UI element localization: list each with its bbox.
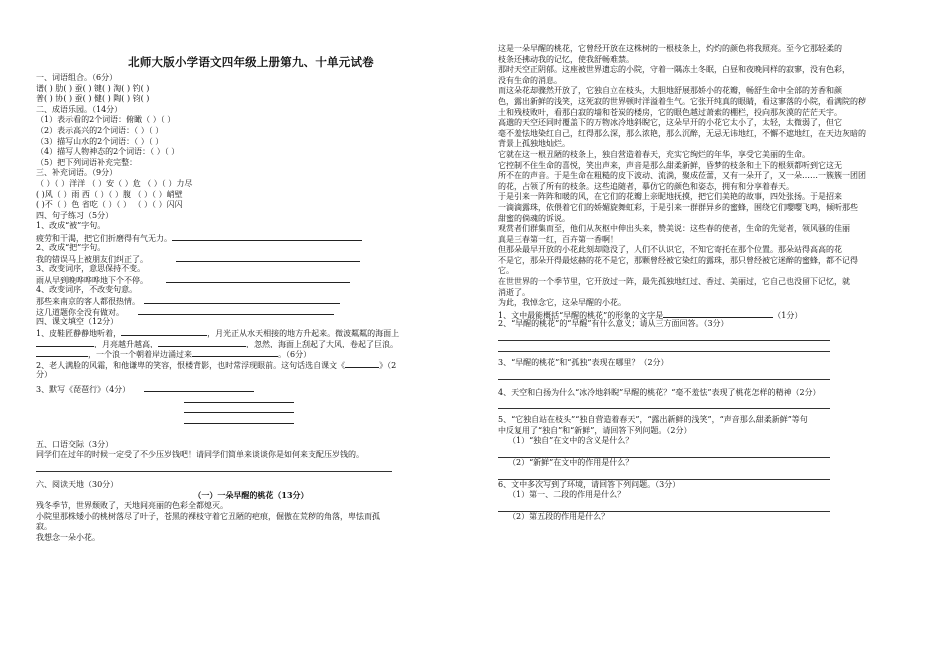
answer-blank[interactable] [184, 415, 294, 424]
question-2: 2、“早醒的桃花”的“早醒”有什么意义；请从三方面回答。（3分） [498, 319, 729, 329]
question-5-2: （2）“新鲜”在文中的作用是什么？ [508, 458, 634, 467]
fill-q3-text: 3、默写《琵琶行》（4分） [36, 385, 131, 394]
passage-r4b: 毫不羞怯地染红自己，红得那么深，那么浓艳，那么沉醉，无忌无讳地红，不懈不遮地红，在天边灰暗的 [498, 128, 866, 138]
idiom-q4: （4）描写人物神态的2个词语：（ ）（ ） [36, 147, 180, 157]
sentence-q3-text: 雨从早到晚哗哗哗地下个不停。 [36, 276, 148, 285]
sentence-q4: 4、改变词序，不改变句意。 [36, 284, 138, 294]
fill-word-row-1: （ ）（ ）洋洋 （ ）安（ ）危 （ ）（ ）力尽 [36, 178, 193, 188]
passage-r9c: 它。 [498, 266, 514, 276]
passage-p3: 我想念一朵小花。 [36, 532, 100, 542]
answer-blank[interactable] [184, 394, 294, 403]
fill-q1-text-d: ，忽然，海面上刮起了大风，卷起了巨浪。 [246, 339, 398, 349]
sentence-q4a-text: 那些来南京的客人都很热情。 [36, 297, 140, 307]
answer-blank[interactable] [121, 327, 207, 336]
question-6-1: （1）第一、二段的作用是什么？ [508, 490, 626, 500]
passage-r7: 于是引来一阵阵和暖的风，在它们的花瓣上亲昵地抚摸，把它们美艳的故事，四处张扬。于是招来 [498, 192, 842, 202]
answer-blank[interactable] [158, 338, 246, 347]
fill-q2-line2: 分） [36, 369, 52, 379]
page-title: 北师大版小学语文四年级上册第九、十单元试卷 [128, 55, 374, 69]
sentence-q4b-row [36, 306, 466, 317]
question-1-score: （1分） [773, 310, 803, 320]
answer-blank[interactable] [138, 306, 334, 315]
passage-p2: 小院里那株矮小的桃树落尽了叶子，苍黑的裸枝守着它丑陋的疤痕，倔傲在荒秽的角落，卑怯而孤 [36, 511, 380, 521]
idiom-q2: （2）表示高兴的2个词语：（ ）（ ） [36, 125, 164, 135]
question-4: 4、天空和白扬为什么“冰冷地斜睨”早醒的桃花？“毫不羞怯”表现了桃花怎样的精神（2分） [498, 387, 821, 397]
answer-line[interactable] [498, 501, 830, 512]
oral-question: 同学们在过年的时候一定受了不少压岁钱吧！请同学们简单来谈谈你是如何来支配压岁钱的。 [36, 450, 364, 460]
passage-r3b: 色，露出新鲜的浅笑，这死寂的世界顿时洋溢着生气。它张开纯真的眼睛，看这寥落的小院，看满院的秽 [498, 96, 866, 106]
left-column [36, 44, 466, 543]
section-2-heading: 二、成语乐园。（14分） [36, 104, 123, 114]
sentence-q1-row [36, 232, 466, 243]
section-7-heading: 六、阅读天地（30分） [36, 479, 119, 489]
fill-q1-text-e: ，一个浪一个朝着岸边涌过来 [88, 350, 192, 360]
passage-r6: 它控制不住生命的喜悦，笑出声来，声音是那么甜柔新鲜，昏梦的枝条和土下的根须都听到它这无 [498, 160, 842, 170]
sentence-q2: 2、改成“把”字句。 [36, 242, 106, 252]
fill-q1-line3 [36, 348, 466, 359]
fill-q1-line1 [36, 327, 466, 338]
answer-line[interactable] [498, 330, 830, 341]
sentence-q3: 3、改变词序，意思保持不变。 [36, 263, 146, 273]
answer-blank[interactable] [36, 348, 88, 357]
answer-blank[interactable] [176, 253, 360, 262]
passage-r8: 观赏者们群集而至，他们从灰枢中伸出头来，赞美说：这些春的使者，生命的先觉者，领风骚的佳丽 [498, 224, 850, 234]
passage-r10: 在世世界的一个季节里，它开放过一阵，最先孤独地红过、香过、美丽过，它自己也没留下记忆，就 [498, 277, 850, 287]
fill-q2-line1 [36, 359, 466, 370]
fill-word-row-2: ( )风（ ）雨 西（ ）（ ）腹 （ ）（ ）峭壁 [36, 189, 183, 199]
sentence-q3-row [36, 274, 466, 285]
idiom-q3: （3）描写山水的2个词语：（ ）（ ） [36, 136, 164, 146]
passage-r9: 但那朵最早开放的小花此刻却隐没了，人们不认识它，不知它寄托在那个位置。那朵站得高高的花 [498, 245, 842, 255]
answer-blank[interactable] [144, 295, 340, 304]
passage-r7b: 一滴滴露珠，依偎着它们的娇媚旋舞虹彩，于是引来一群群异乡的蜜蜂，围绕它们嘤嘤飞鸣，倾听那些 [498, 202, 858, 212]
passage-r6c: 的花，占领了所有的枝条。这些追随者，摹仿它的颜色和姿态，拥有和分享着春天。 [498, 181, 794, 191]
fill-q1-text-a: 1、皮鞋匠静静地听着， [36, 329, 122, 338]
passage-r4c: 背景上孤独地灿烂。 [498, 139, 570, 149]
passage-p1: 残冬季节，世界颓败了，天地间亮丽的色彩全都熄灭。 [36, 500, 228, 510]
poem-line-row [36, 415, 466, 426]
question-1-row [498, 309, 916, 320]
word-row-2: 普( ) 协( ) 蚕( ) 健( ) 陶( ) 钧( ) [36, 94, 150, 104]
idiom-q5: （5）把下列词语补充完整： [36, 157, 138, 167]
answer-blank[interactable] [663, 309, 773, 318]
passage-r8b: 真是三春第一红，百卉第一香啊！ [498, 234, 618, 244]
question-5b: 中反复用了“独自”和“新鲜”，请回答下列问题。（2分） [498, 425, 692, 435]
right-column [498, 44, 916, 522]
idiom-q1: （1）表示看的2个词语：俯瞰（ ）（ ） [36, 115, 176, 125]
answer-line[interactable] [498, 469, 830, 480]
answer-blank[interactable] [192, 348, 278, 357]
passage-r3c: 土和残枝败叶，看那白寂的墙和苍炭的楼房，它的眼色越过萧索的棚栏，投向那灰漠的茫茫天宇。 [498, 107, 842, 117]
passage-r9b: 不是它，那朵开得最炫赫的花不是它，那颗曾经被它染红的露珠，那只曾经被它迷醉的蜜蜂，都不记得 [498, 255, 858, 265]
sentence-q4a-row [36, 295, 466, 306]
question-5-1: （1）“独自”在文中的含义是什么？ [508, 436, 634, 446]
passage-r7c: 甜蜜的倘魂的诉说。 [498, 213, 570, 223]
fill-q2-text-b: 》（2 [379, 361, 397, 370]
sentence-q4b-text: 这几道题你全没有做对。 [36, 308, 124, 317]
answer-line[interactable] [498, 398, 830, 409]
passage-r1: 这是一朵早醒的桃花，它曾经开放在这株树的一根枝条上，灼灼的颜色将我照亮。至今它那轻柔的 [498, 44, 842, 53]
answer-blank[interactable] [166, 274, 350, 283]
word-row-1: 谱( ) 肋( ) 蚕( ) 键( ) 淘( ) 钓( ) [36, 83, 150, 93]
passage-r11: 为此，我悼念它，这朵早醒的小花。 [498, 298, 626, 308]
fill-q1-text-c: ，月亮越升越高， [94, 339, 158, 349]
question-3: 3、“早醒的桃花”和“孤独”表现在哪里？（2分） [498, 358, 669, 368]
poem-line-row [36, 404, 466, 415]
reading-subtitle: （一）一朵早醒的桃花（13分） [193, 490, 309, 501]
answer-blank[interactable] [36, 338, 94, 347]
fill-word-row-3: ( )不（ ）色 省吃（ ）（ ） （ ）（ ）闪闪 [36, 200, 183, 210]
section-1-heading: 一、词语组合。（6分） [36, 73, 118, 82]
passage-r10b: 消逝了。 [498, 287, 530, 297]
fill-q1-text-b: ，月光正从水天相接的地方升起来。微波粼粼的海面上 [207, 329, 400, 338]
section-4-heading: 四、句子练习（5分） [36, 210, 114, 220]
sentence-q2-text: 我的错误马上被朋友们纠正了。 [36, 255, 148, 264]
passage-r3: 而这朵花却骤然开放了，它独自立在枝头，大胆地舒展那娇小的花瓣，畅舒生命中全部的芳香和颜 [498, 86, 842, 96]
answer-line[interactable] [498, 369, 830, 380]
passage-r2: 那时天空正阴郁。这座被世界遗忘的小院，守着一隅冻土冬眠，白昼和夜晚同样的寂寥，没有色彩， [498, 65, 850, 75]
sentence-q2-row [36, 253, 466, 264]
fill-q1-text-f: 。（6分） [278, 350, 312, 360]
section-3-heading: 三、补充词语。（9分） [36, 168, 118, 178]
answer-line[interactable] [498, 341, 830, 352]
answer-blank[interactable] [172, 232, 362, 241]
passage-r6b: 所不在的声音。于是生命在粗糙的皮下波动、流淌，聚成莅蕾，又有一朵开了，又一朵……一簇簇一团团 [498, 171, 866, 181]
answer-blank[interactable] [144, 383, 254, 392]
passage-r4: 高邈的天空还同时覆盖下的万物冰冷地斜睨它，这朵早开的小花它太小了，太轻，太微弱了，但它 [498, 118, 842, 128]
section-5-heading: 四、课文填空（12分） [36, 316, 119, 326]
answer-blank[interactable] [184, 404, 294, 413]
fill-q3-row [36, 383, 466, 394]
question-1: 1、文中最能概括“早醒的桃花”的形象的文字是 [498, 310, 664, 320]
question-5: 5、“它独自站在枝头”“独自营造着春天”，“露出新鲜的浅笑”，“声音那么甜柔新鲜”等句 [498, 415, 808, 425]
passage-r1b: 枝条还拂动我的记忆，使我舒畅难禁。 [498, 54, 634, 64]
answer-line[interactable] [498, 447, 830, 458]
passage-r2b: 没有生命的消息。 [498, 75, 562, 85]
question-6-2: （2）第五段的作用是什么？ [508, 511, 610, 521]
poem-line-row [36, 394, 466, 405]
passage-p2b: 寂。 [36, 522, 52, 532]
sentence-q1: 1、改成“被”字句。 [36, 221, 106, 231]
answer-line[interactable] [36, 461, 392, 472]
section-6-heading: 五、口语交际（3分） [36, 439, 114, 449]
sentence-q1-text: 疲劳和干渴，把它们折磨得有气无力。 [36, 233, 172, 243]
question-6: 6、文中多次写到了环境，请回答下列问题。（3分） [498, 479, 681, 489]
answer-blank[interactable] [345, 359, 379, 368]
fill-q2-text: 2、老人满脸的风霜，和他谦卑的笑容，恨楼背影，也时常浮现眼前。这句话选自课文《 [36, 361, 346, 370]
fill-q1-line2 [36, 338, 466, 349]
passage-r5: 它就在这一根丑陋的枝条上，独自营造着春天，充实它绚烂的年华，享受它美丽的生命。 [498, 149, 810, 159]
